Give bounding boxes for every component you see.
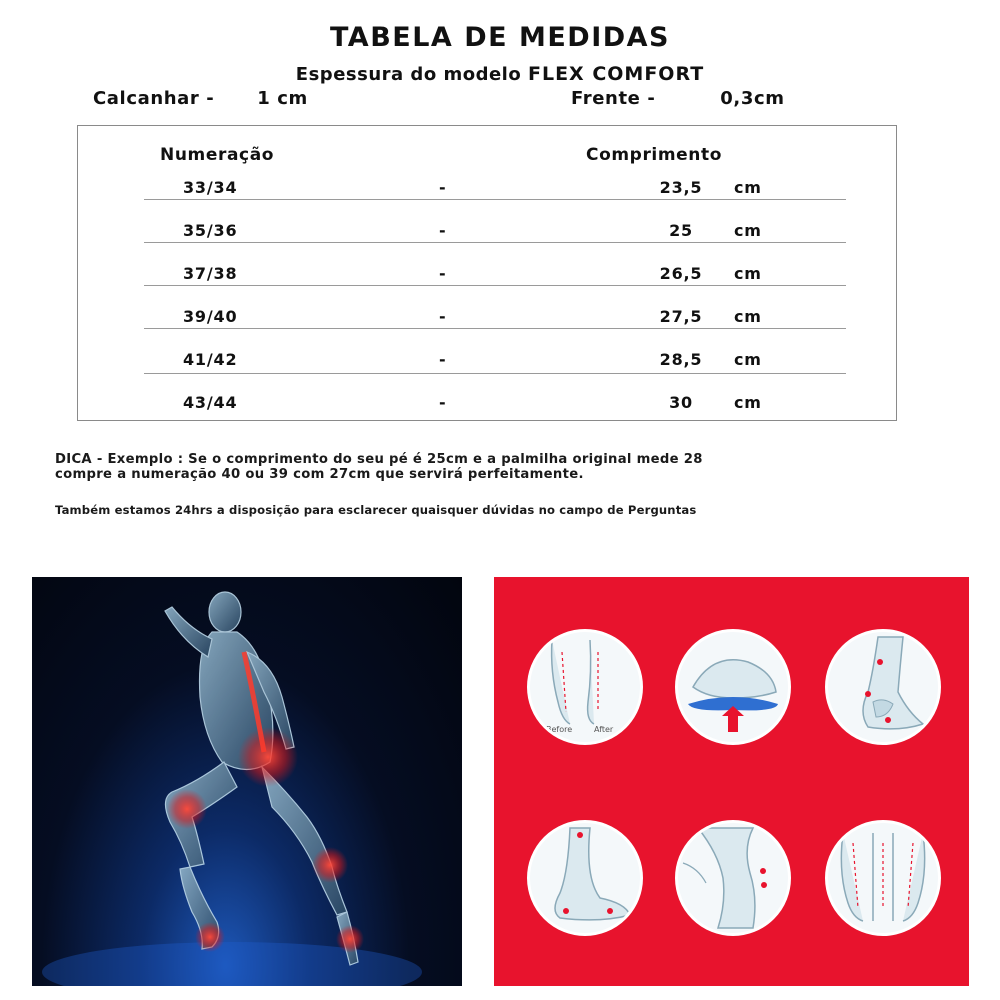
length-cell: 27,5 bbox=[659, 307, 703, 326]
page-title: TABELA DE MEDIDAS bbox=[329, 22, 671, 53]
table-row bbox=[0, 307, 1000, 337]
front-value: 0,3cm bbox=[720, 88, 785, 109]
size-cell: 43/44 bbox=[183, 393, 238, 412]
model-thickness-line bbox=[0, 63, 1000, 85]
foot-illustrations-panel bbox=[494, 577, 969, 986]
separator-cell: - bbox=[439, 393, 447, 412]
table-row bbox=[0, 221, 1000, 251]
separator-cell: - bbox=[439, 221, 447, 240]
row-divider bbox=[144, 328, 846, 329]
row-divider bbox=[144, 199, 846, 200]
before-after-feet-illustration bbox=[527, 629, 643, 745]
heel-value: 1 cm bbox=[257, 88, 308, 109]
table-row bbox=[0, 264, 1000, 294]
size-cell: 35/36 bbox=[183, 221, 238, 240]
model-name: FLEX COMFORT bbox=[527, 63, 705, 85]
column-header-size: Numeração bbox=[160, 145, 275, 165]
runner-xray-image bbox=[32, 577, 462, 986]
row-divider bbox=[144, 285, 846, 286]
table-row bbox=[0, 393, 1000, 423]
unit-cell: cm bbox=[734, 221, 762, 240]
unit-cell: cm bbox=[734, 350, 762, 369]
tip-line-1: Se o comprimento do seu pé é 25cm e a palmilha original mede 28 bbox=[183, 452, 703, 467]
tip-line-2: compre a numeração 40 ou 39 com 27cm que servirá perfeitamente. bbox=[55, 467, 584, 482]
tip-lead: DICA - Exemplo : bbox=[55, 452, 184, 467]
size-cell: 41/42 bbox=[183, 350, 238, 369]
separator-cell: - bbox=[439, 178, 447, 197]
unit-cell: cm bbox=[734, 264, 762, 283]
back-feet-alignment-illustration bbox=[825, 820, 941, 936]
thickness-label: Espessura do modelo bbox=[295, 64, 522, 85]
length-cell: 30 bbox=[669, 393, 693, 412]
after-label: After bbox=[594, 725, 614, 734]
length-cell: 23,5 bbox=[659, 178, 703, 197]
row-divider bbox=[144, 242, 846, 243]
sizing-tip bbox=[55, 452, 975, 482]
runner-figure bbox=[32, 577, 462, 986]
length-cell: 25 bbox=[669, 221, 693, 240]
before-label: Before bbox=[546, 725, 573, 734]
heel-bones-illustration bbox=[825, 629, 941, 745]
row-divider bbox=[144, 373, 846, 374]
size-cell: 37/38 bbox=[183, 264, 238, 283]
length-cell: 26,5 bbox=[659, 264, 703, 283]
table-row bbox=[0, 350, 1000, 380]
front-thickness bbox=[571, 88, 785, 109]
size-cell: 33/34 bbox=[183, 178, 238, 197]
length-cell: 28,5 bbox=[659, 350, 703, 369]
unit-cell: cm bbox=[734, 307, 762, 326]
front-label: Frente - bbox=[571, 88, 656, 109]
heel-thickness bbox=[93, 88, 308, 109]
knee-leg-illustration bbox=[675, 820, 791, 936]
separator-cell: - bbox=[439, 350, 447, 369]
insole-arch-support-illustration bbox=[675, 629, 791, 745]
separator-cell: - bbox=[439, 307, 447, 326]
heel-label: Calcanhar - bbox=[93, 88, 215, 109]
size-cell: 39/40 bbox=[183, 307, 238, 326]
foot-side-view-illustration bbox=[527, 820, 643, 936]
unit-cell: cm bbox=[734, 178, 762, 197]
separator-cell: - bbox=[439, 264, 447, 283]
column-header-length: Comprimento bbox=[586, 145, 723, 165]
unit-cell: cm bbox=[734, 393, 762, 412]
table-row bbox=[0, 178, 1000, 208]
support-note: Também estamos 24hrs a disposição para esclarecer quaisquer dúvidas no campo de Perguntas bbox=[55, 503, 697, 517]
